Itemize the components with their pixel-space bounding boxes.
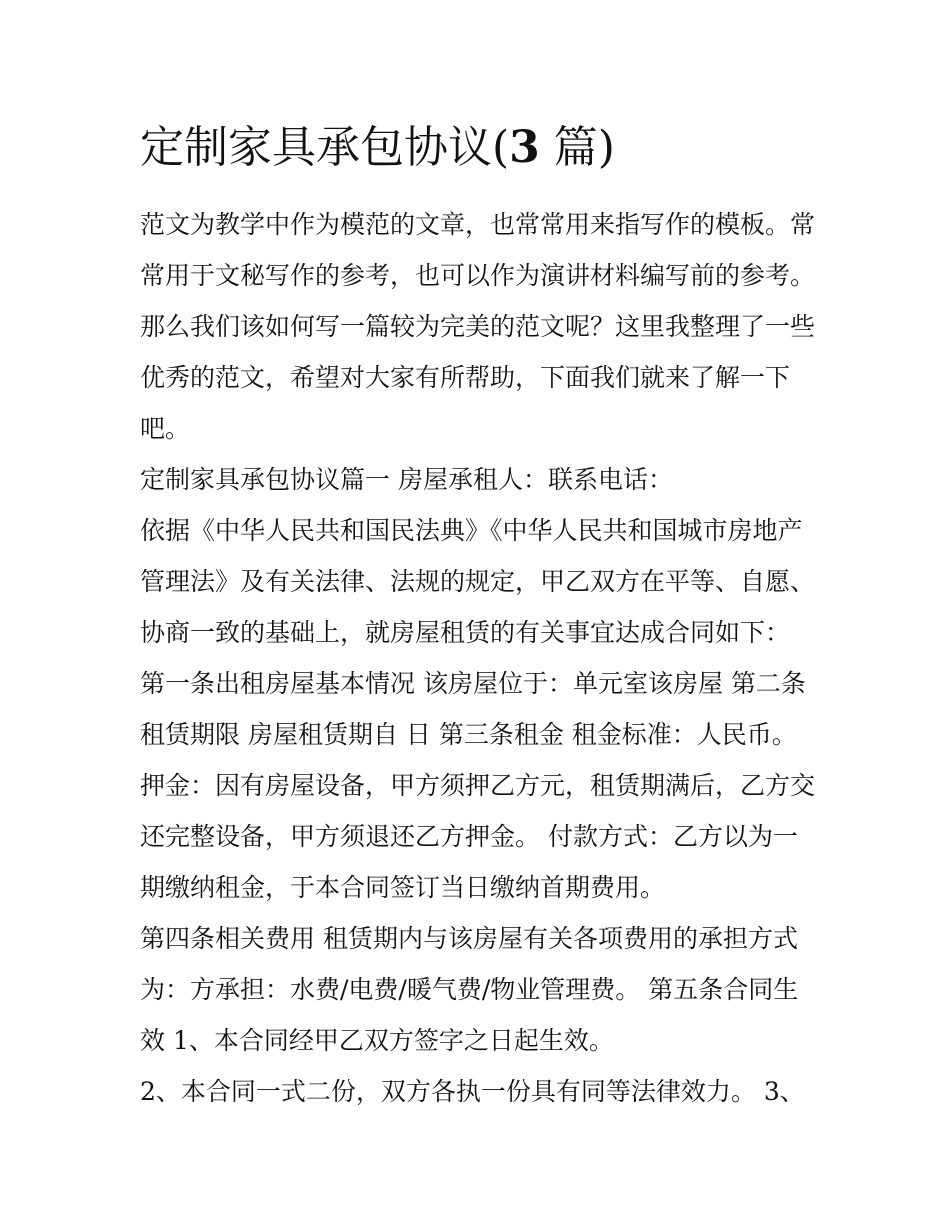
body-line: 定制家具承包协议篇一 房屋承租人：联系电话： — [140, 465, 673, 494]
document-body — [140, 199, 820, 1117]
document-title — [140, 118, 615, 178]
body-line: 还完整设备，甲方须退还乙方押金。 付款方式：乙方以为一 — [140, 822, 798, 851]
body-line: 效 1、本合同经甲乙双方签字之日起生效。 — [140, 1026, 614, 1055]
body-line: 那么我们该如何写一篇较为完美的范文呢？这里我整理了一些 — [140, 312, 816, 341]
body-line: 范文为教学中作为模范的文章，也常常用来指写作的模板。常 — [140, 210, 816, 239]
body-line: 为：方承担：水费/电费/暖气费/物业管理费。 第五条合同生 — [140, 975, 799, 1004]
title-count: 3 — [509, 122, 540, 173]
body-line: 第一条出租房屋基本情况 该房屋位于：单元室该房屋 第二条 — [140, 669, 806, 698]
body-line: 期缴纳租金，于本合同签订当日缴纳首期费用。 — [140, 873, 666, 902]
body-line: 常用于文秘写作的参考，也可以作为演讲材料编写前的参考。 — [140, 261, 816, 290]
body-line: 协商一致的基础上，就房屋租赁的有关事宜达成合同如下： — [140, 618, 791, 647]
body-line: 优秀的范文，希望对大家有所帮助，下面我们就来了解一下 — [140, 363, 791, 392]
body-line: 管理法》及有关法律、法规的规定，甲乙双方在平等、自愿、 — [140, 567, 816, 596]
title-prefix: 定制家具承包协议( — [140, 122, 510, 173]
body-line: 吧。 — [140, 414, 191, 443]
body-line: 第四条相关费用 租赁期内与该房屋有关各项费用的承担方式 — [140, 924, 798, 953]
body-line: 2、本合同一式二份，双方各执一份具有同等法律效力。 3、 — [140, 1077, 805, 1106]
body-line: 押金：因有房屋设备，甲方须押乙方元，租赁期满后，乙方交 — [140, 771, 816, 800]
title-suffix: 篇) — [539, 122, 615, 173]
body-line: 租赁期限 房屋租赁期自 日 第三条租金 租金标准：人民币。 — [140, 720, 797, 749]
body-line: 依据《中华人民共和国民法典》《中华人民共和国城市房地产 — [140, 516, 803, 545]
